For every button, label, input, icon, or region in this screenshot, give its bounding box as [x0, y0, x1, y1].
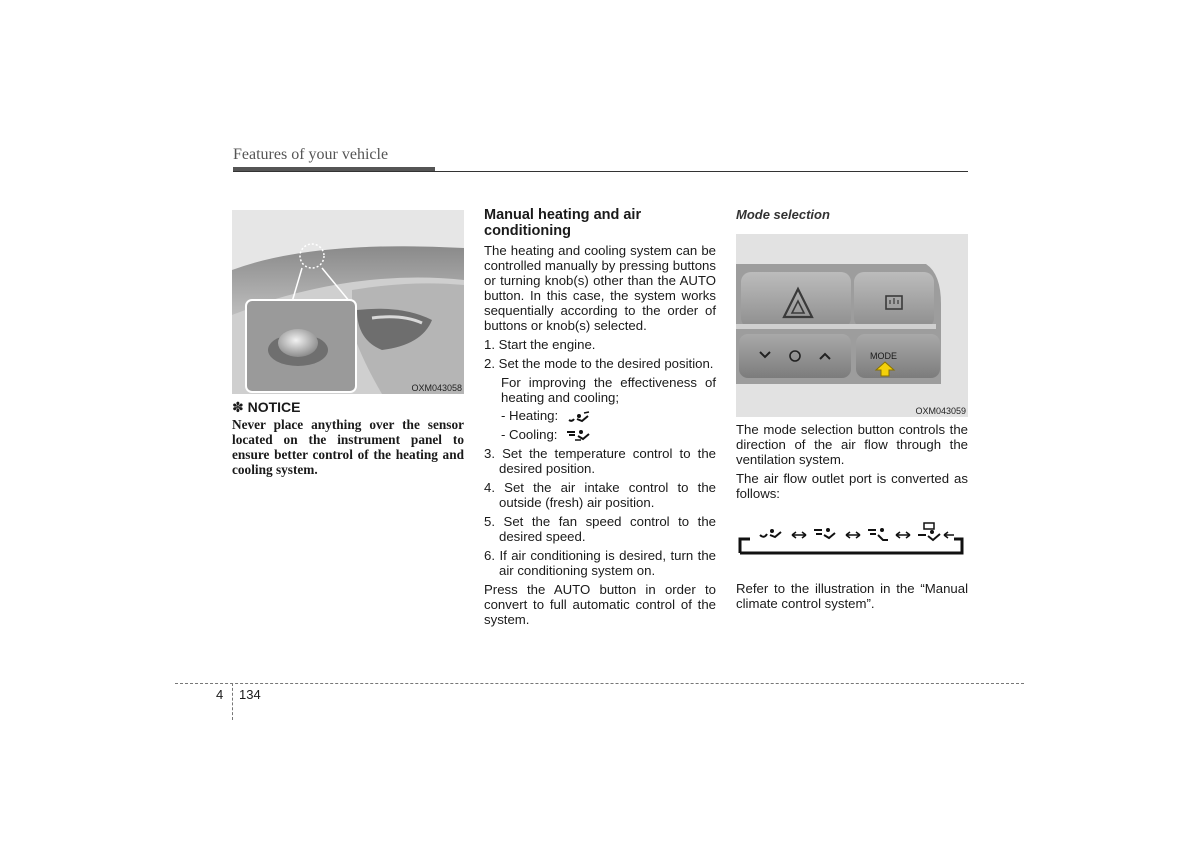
sensor-figure [232, 210, 464, 394]
step-2: 2. Set the mode to the desired position. [484, 356, 714, 371]
step-5: 5. Set the fan speed control to the desired speed. [484, 514, 716, 545]
intro-paragraph: The heating and cooling system can be controlled manually by pressing buttons or turning knob(s) other than the AUTO button. In this case, the system works sequentially according to the order of buttons or knob(s) selected. [484, 243, 716, 333]
footer-divider [232, 683, 233, 720]
bi-level-mode-icon [814, 528, 835, 538]
chapter-number: 4 [216, 687, 224, 702]
cooling-label: - Cooling: [501, 426, 558, 442]
middle-column [484, 207, 716, 627]
step-3: 3. Set the temperature control to the desired position. [484, 446, 716, 477]
mode-button-figure [736, 234, 968, 417]
heating-mode-icon [566, 410, 592, 424]
header-rule [233, 171, 968, 172]
floor-mode-icon [868, 528, 888, 540]
page-number: 134 [239, 687, 261, 702]
figure-code: OXM043058 [411, 383, 462, 393]
footer-rule [175, 683, 1024, 684]
mode-selection-heading: Mode selection [736, 207, 830, 222]
notice-text: Never place anything over the sensor located on the instrument panel to ensure better control of the heating and cooling system. [232, 417, 464, 477]
mode-button-label: MODE [870, 351, 897, 361]
airflow-cycle-icon [736, 519, 968, 563]
airflow-sequence-diagram [736, 519, 968, 563]
step-4: 4. Set the air intake control to the outside (fresh) air position. [484, 480, 716, 511]
face-mode-icon [760, 529, 781, 537]
step-6: 6. If air conditioning is desired, turn the air conditioning system on. [484, 548, 716, 579]
heating-line [484, 408, 716, 424]
outro-paragraph: Press the AUTO button in order to convert to full automatic control of the system. [484, 582, 716, 628]
figure-code: OXM043059 [915, 406, 966, 416]
cooling-mode-icon [565, 428, 591, 442]
mode-para-1: The mode selection button controls the direction of the air flow through the ventilation system. [736, 422, 968, 467]
cooling-line [484, 427, 716, 443]
right-column [736, 207, 968, 611]
step-2-note: For improving the effectiveness of heating and cooling; [501, 375, 716, 405]
mode-para-3: Refer to the illustration in the “Manual climate control system”. [736, 581, 968, 611]
notice-title: ✽ NOTICE [232, 399, 301, 415]
left-column [232, 210, 464, 477]
section-heading: Manual heating and air conditioning [484, 207, 642, 239]
page-header-title: Features of your vehicle [233, 146, 389, 163]
climate-panel-illustration [736, 234, 968, 417]
floor-defrost-mode-icon [918, 523, 940, 540]
heating-label: - Heating: [501, 408, 559, 423]
step-1: 1. Start the engine. [484, 337, 596, 352]
mode-para-2: The air flow outlet port is converted as follows: [736, 471, 968, 501]
dashboard-sensor-illustration [232, 210, 464, 394]
